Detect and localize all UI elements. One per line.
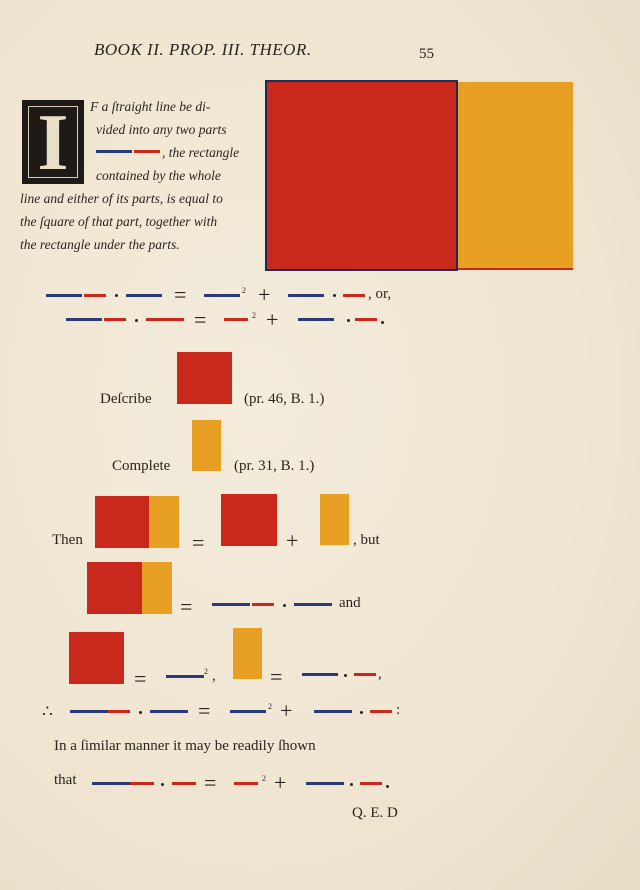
eq1-blue-segment-3 xyxy=(288,294,324,297)
eq2-dot xyxy=(135,319,138,322)
proposition-line-7: the rectangle under the parts. xyxy=(20,237,180,252)
therefore-blue-segment-3 xyxy=(314,710,352,713)
similar-red-segment-3 xyxy=(360,782,382,785)
describe-reference: (pr. 46, B. 1.) xyxy=(244,391,325,407)
eq2-red-segment-3 xyxy=(355,318,377,321)
eq2-equals: = xyxy=(194,307,207,332)
therefore-dot xyxy=(139,711,142,714)
eq1-superscript: 2 xyxy=(242,286,246,295)
squares-equals: = xyxy=(134,666,147,691)
squares-red-square xyxy=(69,632,124,684)
therefore-red-segment xyxy=(108,710,130,713)
eq2-superscript: 2 xyxy=(252,311,256,320)
proposition-line-6: the ſquare of that part, together with xyxy=(20,214,218,229)
eq1-blue-segment xyxy=(46,294,82,297)
eq2-red-segment xyxy=(104,318,126,321)
similar-red-segment-2 xyxy=(172,782,196,785)
figure-rectangle-orange xyxy=(458,82,573,270)
then-red-square-2 xyxy=(221,494,277,546)
and-red-segment xyxy=(252,603,274,606)
then-orange-rectangle xyxy=(149,496,179,548)
squares-equals-2: = xyxy=(270,664,283,689)
therefore-blue-squared xyxy=(230,710,266,713)
and-suffix: and xyxy=(339,595,361,611)
proposition-line-1: F a ſtraight line be di- xyxy=(90,99,211,114)
qed: Q. E. D xyxy=(352,805,398,821)
describe-label: Deſcribe xyxy=(100,391,152,407)
therefore-plus: + xyxy=(280,698,293,723)
and-red-square xyxy=(87,562,142,614)
eq1-equals: = xyxy=(174,282,187,307)
therefore-symbol: ∴ xyxy=(42,702,53,721)
squares-dot xyxy=(344,674,347,677)
therefore-blue-segment-2 xyxy=(150,710,188,713)
similar-blue-segment-2 xyxy=(306,782,344,785)
complete-orange-rectangle xyxy=(192,420,221,471)
and-blue-segment-2 xyxy=(294,603,332,606)
complete-label: Complete xyxy=(112,458,171,474)
eq1-dot xyxy=(115,294,118,297)
eq2-dot-2 xyxy=(347,319,350,322)
describe-red-square xyxy=(177,352,232,404)
then-suffix: , but xyxy=(353,532,380,548)
complete-reference: (pr. 31, B. 1.) xyxy=(234,458,315,474)
therefore-superscript: 2 xyxy=(268,702,272,711)
similar-dot xyxy=(161,783,164,786)
therefore-blue-segment xyxy=(70,710,108,713)
eq1-blue-squared xyxy=(204,294,240,297)
similar-plus: + xyxy=(274,770,287,795)
and-blue-segment xyxy=(212,603,250,606)
proposition-line-5: line and either of its parts, is equal to xyxy=(20,191,223,206)
eq2-plus: + xyxy=(266,307,279,332)
eq1-blue-segment-2 xyxy=(126,294,162,297)
then-label: Then xyxy=(52,532,83,548)
eq1-plus: + xyxy=(258,282,271,307)
line-part-red xyxy=(134,150,160,153)
eq2-period xyxy=(381,321,384,324)
eq1-dot-2 xyxy=(333,294,336,297)
squares-blue-segment xyxy=(302,673,338,676)
page-header xyxy=(0,40,640,64)
then-orange-rectangle-2 xyxy=(320,494,349,545)
line-part-blue xyxy=(96,150,132,153)
proposition-line-2: vided into any two parts xyxy=(96,122,227,137)
page-number: 55 xyxy=(419,46,434,62)
similar-dot-2 xyxy=(350,783,353,786)
and-equals: = xyxy=(180,594,193,619)
and-orange-rectangle xyxy=(142,562,172,614)
squares-red-segment xyxy=(354,673,376,676)
similar-superscript: 2 xyxy=(262,774,266,783)
and-dot xyxy=(283,604,286,607)
therefore-equals: = xyxy=(198,698,211,723)
eq2-blue-segment-2 xyxy=(298,318,334,321)
therefore-dot-2 xyxy=(360,711,363,714)
therefore-colon: : xyxy=(396,702,401,718)
similar-red-squared xyxy=(234,782,258,785)
therefore-red-segment-2 xyxy=(370,710,392,713)
eq2-red-segment-2 xyxy=(146,318,184,321)
squares-orange-rectangle xyxy=(233,628,262,679)
ornamental-dropcap xyxy=(22,99,84,187)
similar-red-segment xyxy=(130,782,154,785)
eq2-blue-segment xyxy=(66,318,102,321)
similar-period xyxy=(386,785,389,788)
squares-comma: , xyxy=(212,668,216,684)
proposition-line-4: contained by the whole xyxy=(96,168,221,183)
then-red-square xyxy=(95,496,149,548)
squares-comma-2: , xyxy=(378,666,382,682)
eq2-red-squared xyxy=(224,318,248,321)
squares-blue-squared xyxy=(166,675,204,678)
similar-equals: = xyxy=(204,770,217,795)
eq1-red-segment xyxy=(84,294,106,297)
then-plus: + xyxy=(286,528,299,553)
eq1-suffix: , or, xyxy=(368,286,392,302)
similar-text: In a ſimilar manner it may be readily ſhown xyxy=(54,738,316,754)
eq1-red-segment-2 xyxy=(343,294,365,297)
dropcap-letter: I xyxy=(37,99,69,187)
similar-blue-segment xyxy=(92,782,130,785)
figure-square-red xyxy=(265,80,458,271)
proposition-line-3: , the rectangle xyxy=(162,145,240,160)
squares-superscript: 2 xyxy=(204,667,208,676)
then-equals: = xyxy=(192,530,205,555)
similar-that: that xyxy=(54,772,77,788)
running-title: BOOK II. PROP. III. THEOR. xyxy=(94,40,312,59)
